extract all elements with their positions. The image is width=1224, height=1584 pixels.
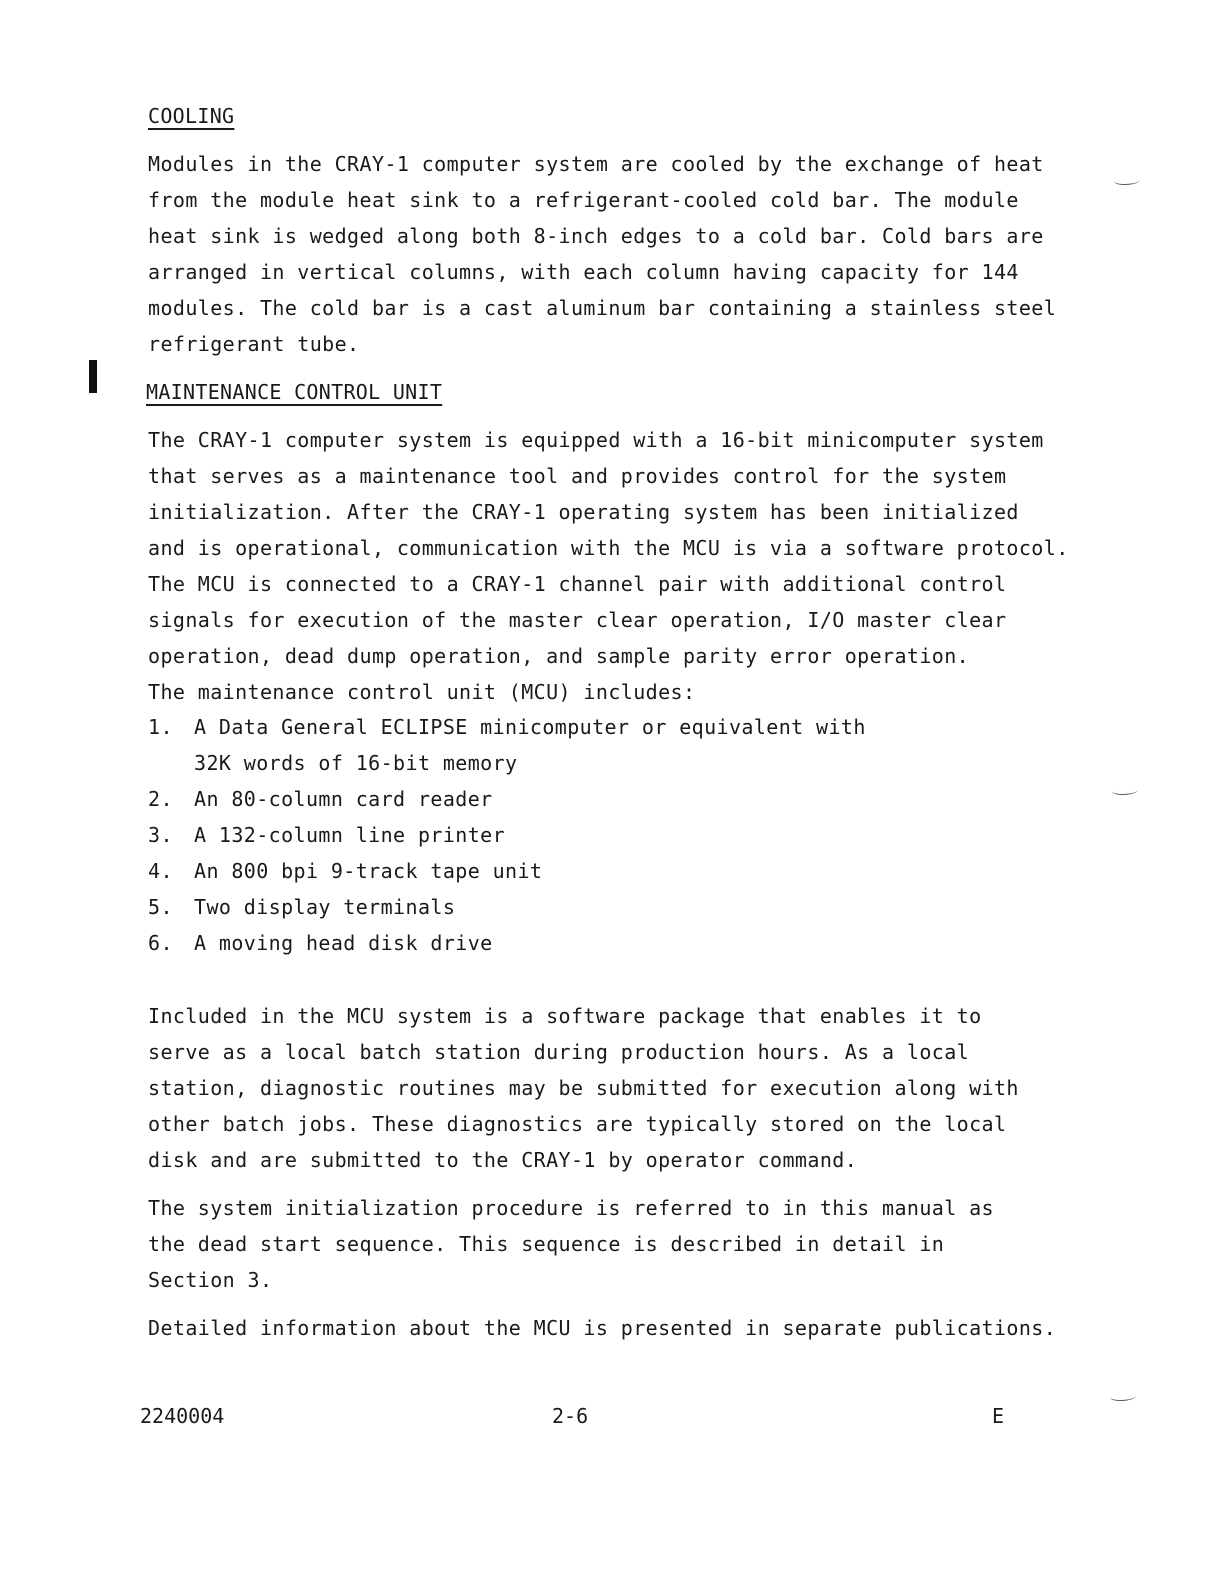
paragraph-line: other batch jobs. These diagnostics are typically stored on the local bbox=[148, 1112, 1007, 1136]
paragraph-line: the dead start sequence. This sequence is described in detail in bbox=[148, 1232, 945, 1256]
paragraph-line: The CRAY-1 computer system is equipped with a 16-bit minicomputer system bbox=[148, 428, 1044, 452]
list-item bbox=[148, 781, 1048, 817]
paragraph-line: The maintenance control unit (MCU) includes: bbox=[148, 680, 696, 704]
paragraph-line: initialization. After the CRAY-1 operating system has been initialized bbox=[148, 500, 1019, 524]
page-number: 2-6 bbox=[552, 1404, 589, 1428]
paragraph-line: modules. The cold bar is a cast aluminum bar containing a stainless steel bbox=[148, 296, 1057, 320]
cooling-heading: COOLING bbox=[148, 104, 235, 128]
list-item-text: Two display terminals bbox=[194, 895, 456, 919]
mcu-heading: MAINTENANCE CONTROL UNIT bbox=[146, 380, 443, 404]
mcu-components-list bbox=[148, 709, 1048, 961]
paragraph-line: Included in the MCU system is a software package that enables it to bbox=[148, 1004, 982, 1028]
list-item-number: 5. bbox=[148, 895, 173, 919]
list-item bbox=[148, 889, 1048, 925]
list-item-text: A moving head disk drive bbox=[194, 931, 493, 955]
paragraph-line: Modules in the CRAY-1 computer system are cooled by the exchange of heat bbox=[148, 152, 1044, 176]
list-item bbox=[148, 853, 1048, 889]
paragraph-line: heat sink is wedged along both 8-inch edges to a cold bar. Cold bars are bbox=[148, 224, 1044, 248]
list-item-number: 3. bbox=[148, 823, 173, 847]
paragraph-line: from the module heat sink to a refrigerant-cooled cold bar. The module bbox=[148, 188, 1019, 212]
list-item-number: 6. bbox=[148, 931, 173, 955]
paragraph-line: Detailed information about the MCU is presented in separate publications. bbox=[148, 1316, 1057, 1340]
paragraph-line: signals for execution of the master clear operation, I/O master clear bbox=[148, 608, 1007, 632]
margin-mark bbox=[1110, 1392, 1136, 1401]
list-item bbox=[148, 709, 1048, 781]
paragraph-line: refrigerant tube. bbox=[148, 332, 360, 356]
mcu-intro-paragraph bbox=[148, 422, 1069, 710]
mcu-software-paragraph bbox=[148, 998, 1048, 1178]
document-number: 2240004 bbox=[140, 1404, 225, 1428]
list-item bbox=[148, 925, 1048, 961]
mcu-detail-paragraph bbox=[148, 1310, 1057, 1346]
list-item-text: 32K words of 16-bit memory bbox=[194, 751, 518, 775]
paragraph-line: serve as a local batch station during production hours. As a local bbox=[148, 1040, 970, 1064]
margin-mark bbox=[1112, 786, 1138, 795]
paragraph-line: arranged in vertical columns, with each column having capacity for 144 bbox=[148, 260, 1019, 284]
paragraph-line: The MCU is connected to a CRAY-1 channel pair with additional control bbox=[148, 572, 1007, 596]
list-item-text: An 80-column card reader bbox=[194, 787, 493, 811]
list-item-text: A 132-column line printer bbox=[194, 823, 506, 847]
list-item-text: An 800 bpi 9-track tape unit bbox=[194, 859, 543, 883]
paragraph-line: operation, dead dump operation, and sample parity error operation. bbox=[148, 644, 970, 668]
paragraph-line: and is operational, communication with the MCU is via a software protocol. bbox=[148, 536, 1069, 560]
paragraph-line: The system initialization procedure is referred to in this manual as bbox=[148, 1196, 994, 1220]
mcu-init-paragraph bbox=[148, 1190, 1048, 1298]
revision-change-bar bbox=[89, 360, 97, 393]
paragraph-line: Section 3. bbox=[148, 1268, 273, 1292]
list-item-number: 1. bbox=[148, 715, 173, 739]
paragraph-line: that serves as a maintenance tool and provides control for the system bbox=[148, 464, 1007, 488]
cooling-paragraph bbox=[148, 146, 1057, 362]
paragraph-line: disk and are submitted to the CRAY-1 by operator command. bbox=[148, 1148, 858, 1172]
list-item-number: 4. bbox=[148, 859, 173, 883]
margin-mark bbox=[1114, 176, 1140, 185]
list-item-number: 2. bbox=[148, 787, 173, 811]
paragraph-line: station, diagnostic routines may be submitted for execution along with bbox=[148, 1076, 1019, 1100]
list-item-text: A Data General ECLIPSE minicomputer or equivalent with bbox=[194, 715, 866, 739]
list-item bbox=[148, 817, 1048, 853]
revision-letter: E bbox=[992, 1404, 1005, 1428]
